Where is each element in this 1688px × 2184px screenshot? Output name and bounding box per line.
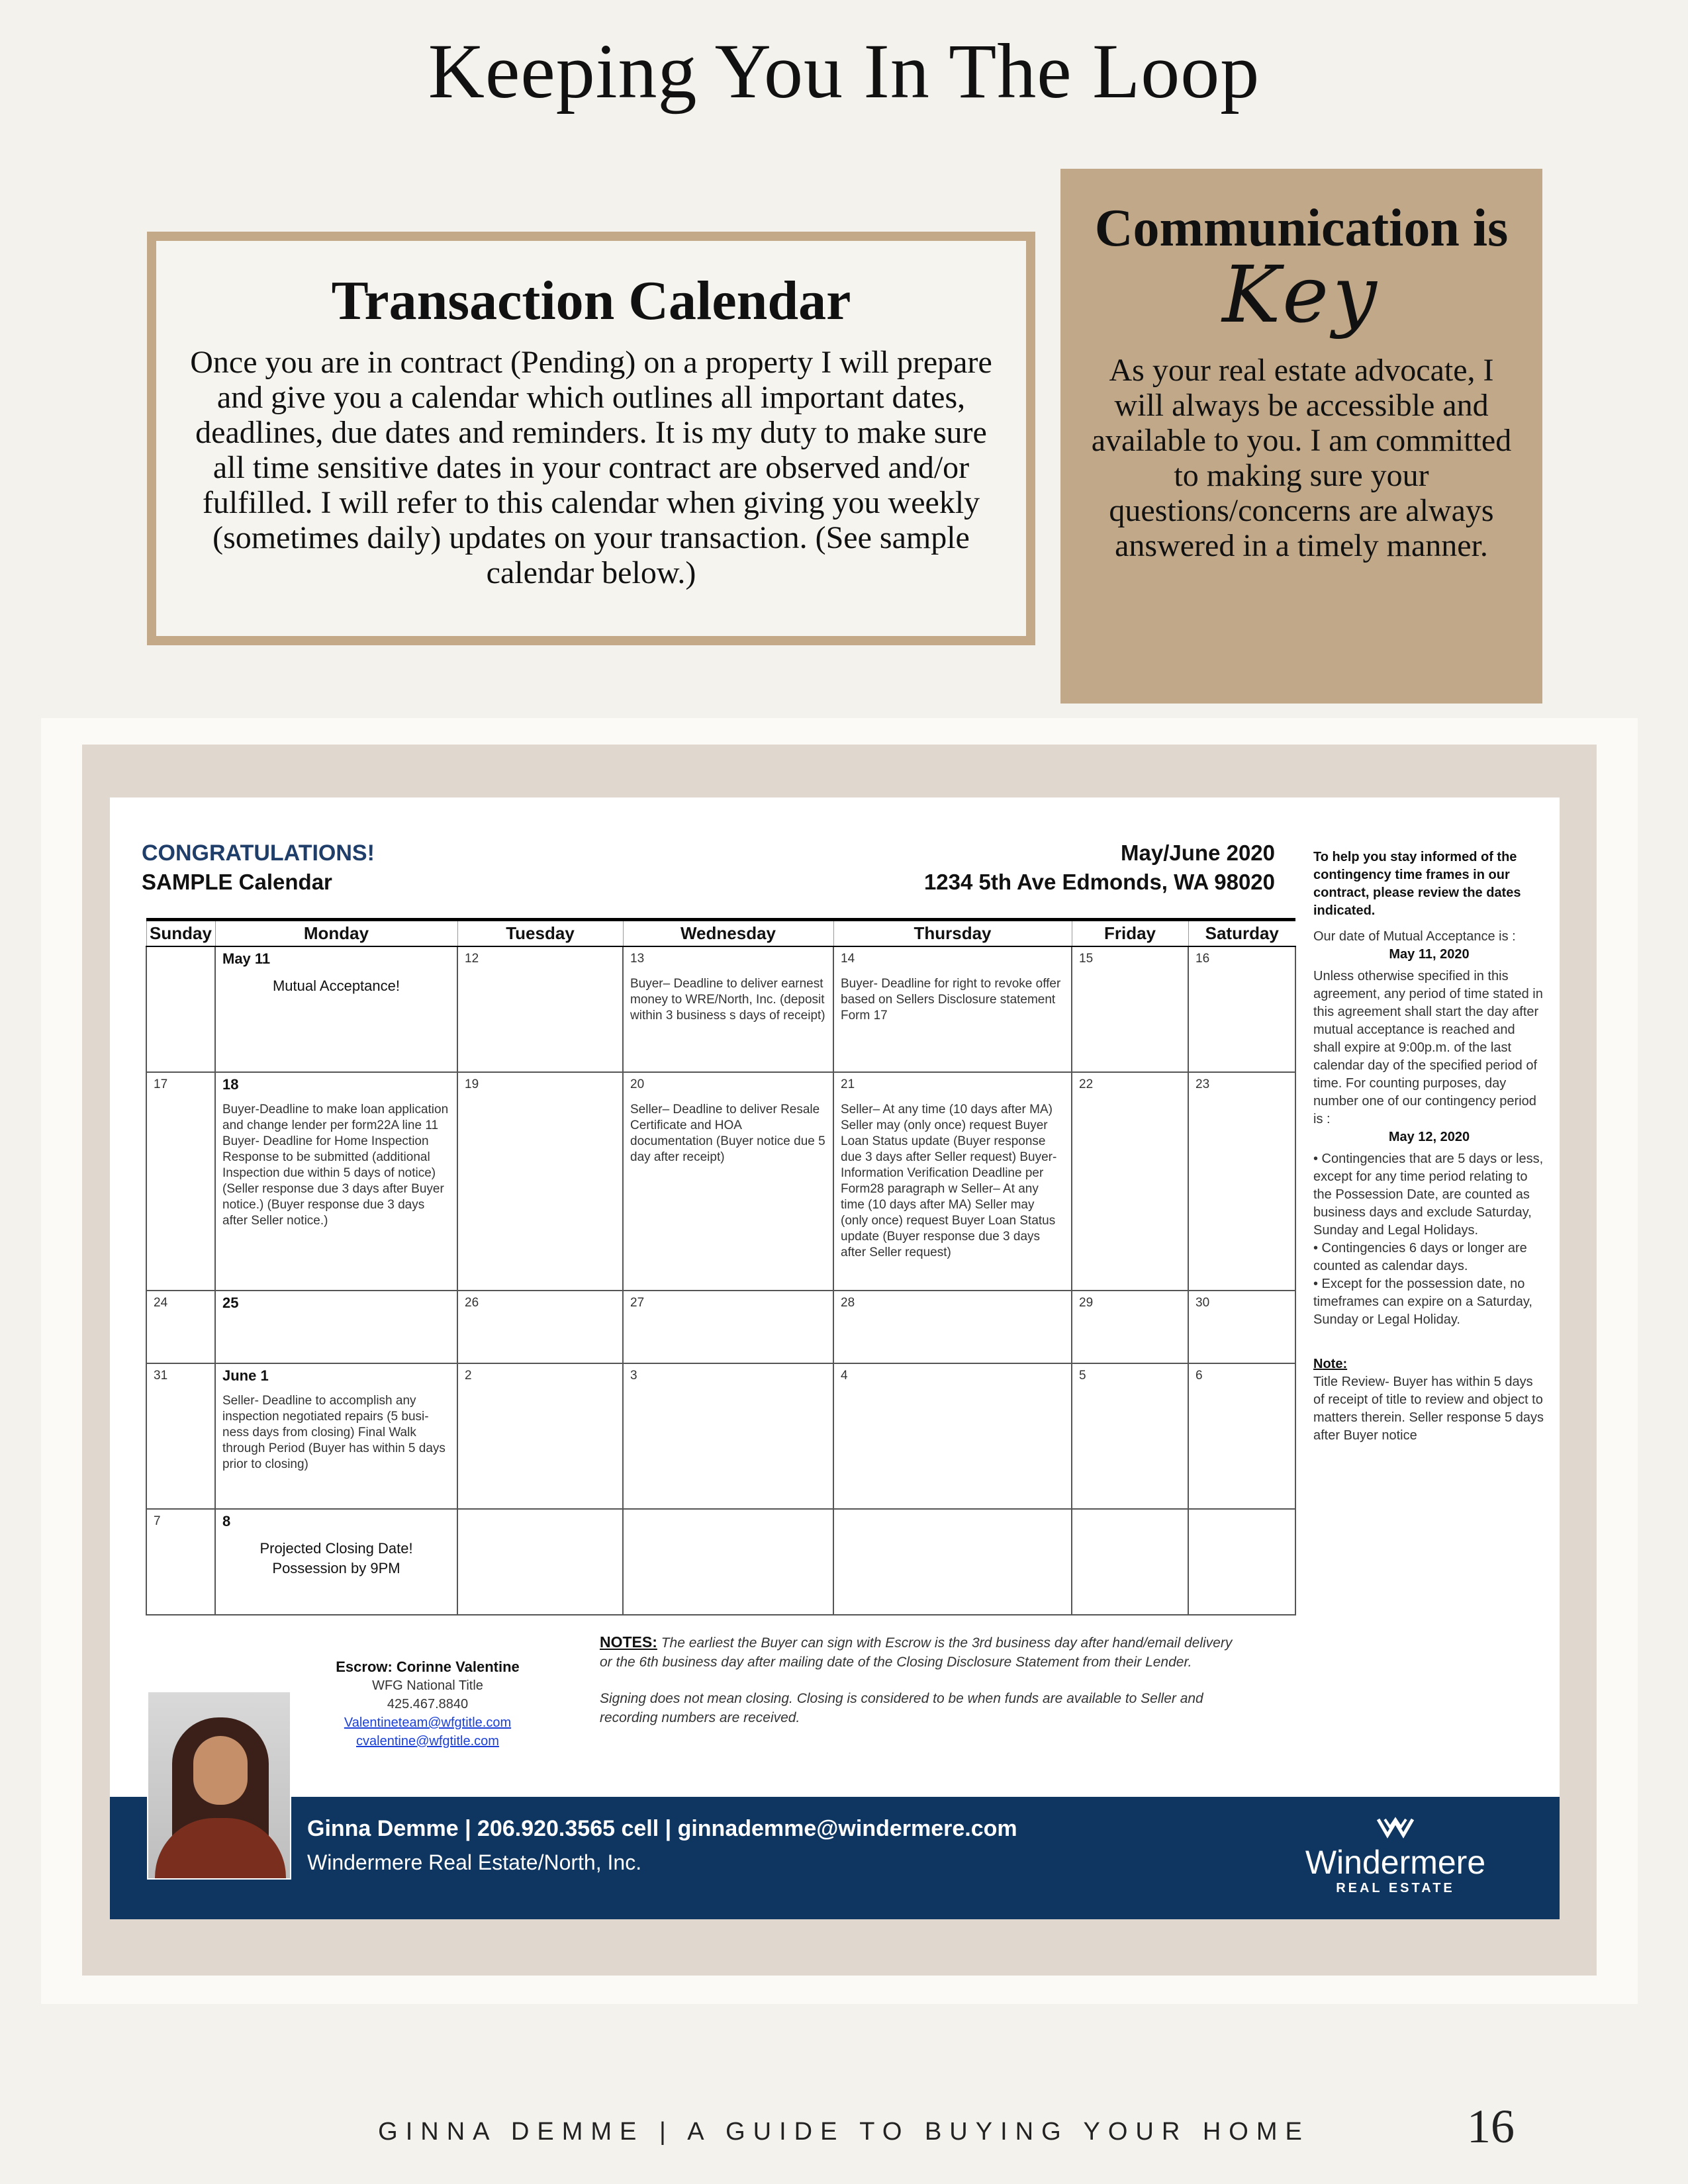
- calendar-day-cell: [457, 1509, 623, 1615]
- side-day1: May 12, 2020: [1388, 1130, 1470, 1144]
- day-number: 21: [841, 1077, 855, 1091]
- day-header-thursday: Thursday: [833, 920, 1072, 946]
- windermere-name: Windermere: [1305, 1844, 1486, 1881]
- calendar-day-cell: [833, 1363, 1072, 1509]
- day-event-text: Seller– Deadline to deliver Resale Certificate and HOA documentation (Buyer notice due 5 day after receipt): [630, 1102, 825, 1164]
- day-header-saturday: Saturday: [1188, 920, 1295, 946]
- calendar-day-cell: [1188, 946, 1295, 1072]
- calendar-day-cell: [833, 1509, 1072, 1615]
- calendar-sheet: [110, 797, 1560, 1916]
- day-number: 5: [1079, 1368, 1086, 1383]
- windermere-mark-icon: [1296, 1815, 1495, 1844]
- calendar-day-cell: [457, 1072, 623, 1291]
- calendar-day-cell: [1072, 1363, 1188, 1509]
- property-address: 1234 5th Ave Edmonds, WA 98020: [923, 870, 1275, 894]
- day-number: 8: [222, 1512, 231, 1529]
- day-number: 6: [1196, 1368, 1203, 1383]
- calendar-day-cell: [623, 946, 833, 1072]
- notes-text-2: Signing does not mean closing. Closing is considered to be when funds are available to Seller and recording numbers are received.: [600, 1691, 1203, 1725]
- communication-text: As your real estate advocate, I will always be accessible and available to you. I am committed to making sure your questions/concerns are always answered in a timely manner.: [1091, 353, 1512, 563]
- transaction-calendar-text: Once you are in contract (Pending) on a property I will prepare and give you a calendar which outlines all important dates, deadlines, due dates and reminders. It is my duty to make sure all time sensitive dates in your contract are observed and/or fulfilled. I will refer to this calendar when giving you weekly (sometimes daily) updates on your transaction. (See sample calendar below.): [190, 345, 992, 590]
- day-event-text: Buyer– Deadline to deliver earnest money to WRE/North, Inc. (deposit within 3 business s days of receipt): [630, 976, 825, 1023]
- calendar-day-cell: [623, 1072, 833, 1291]
- side-bullet-3: • Except for the possession date, no timeframes can expire on a Saturday, Sunday or Legal Holiday.: [1313, 1277, 1532, 1327]
- side-note-text: Title Review- Buyer has within 5 days of receipt of title to review and object to matters therein. Seller response 5 days after Buyer notice: [1313, 1375, 1544, 1443]
- day-event-text: Seller– At any time (10 days after MA) Seller may (only once) request Buyer Loan Status update (Buyer response due 3 days after Seller request) Buyer- Information Verification Deadline per Form28 paragraph w Seller– At any time (10 days after MA) Seller may (only once) request Buyer Loan Status update (Buyer response due 3 days after Seller request): [841, 1102, 1057, 1259]
- calendar-week-row: [146, 1291, 1295, 1363]
- side-rule: Unless otherwise specified in this agreement, any period of time stated in this agreement shall start the day after mutual acceptance is reached and shall expire at 9:00p.m. of the last calendar day of the specified period of time. For counting purposes, day number one of our contingency period is :: [1313, 969, 1543, 1126]
- calendar-day-cell: [1072, 1509, 1188, 1615]
- calendar-header-left: [142, 839, 375, 897]
- day-number: 31: [154, 1368, 168, 1383]
- calendar-day-cell: [833, 1072, 1072, 1291]
- day-header-monday: Monday: [215, 920, 457, 946]
- escrow-contact: [315, 1658, 540, 1751]
- calendar-day-cell: [1188, 1291, 1295, 1363]
- agent-info: [307, 1811, 1017, 1879]
- day-header-friday: Friday: [1072, 920, 1188, 946]
- day-number: 17: [154, 1077, 168, 1091]
- calendar-day-cell: [623, 1509, 833, 1615]
- calendar-day-cell: [1188, 1072, 1295, 1291]
- side-intro: To help you stay informed of the contingency time frames in our contract, please review the dates indicated.: [1313, 850, 1521, 918]
- communication-box: [1060, 169, 1542, 704]
- calendar-month: May/June 2020: [1121, 841, 1275, 865]
- calendar-grid: [146, 918, 1296, 1615]
- side-bullet-1: • Contingencies that are 5 days or less, except for any time period relating to the Possession Date, are counted as business days and exclude Saturday, Sunday and Legal Holidays.: [1313, 1152, 1544, 1238]
- transaction-calendar-box: [147, 232, 1035, 645]
- calendar-day-cell: [215, 1509, 457, 1615]
- side-ma-date: May 11, 2020: [1389, 947, 1470, 962]
- communication-heading: Communication is: [1094, 199, 1509, 257]
- day-header-sunday: Sunday: [146, 920, 215, 946]
- day-number: 2: [465, 1368, 472, 1383]
- agent-brokerage: Windermere Real Estate/North, Inc.: [307, 1850, 642, 1874]
- contingency-info: [1313, 848, 1545, 1445]
- day-number: 15: [1079, 951, 1094, 966]
- calendar-day-cell: [1072, 1072, 1188, 1291]
- sample-calendar-image: [41, 718, 1638, 2004]
- notes-label: NOTES:: [600, 1633, 657, 1651]
- day-number: 26: [465, 1295, 479, 1310]
- calendar-day-cell: [215, 1291, 457, 1363]
- key-script-word: Key: [1222, 249, 1381, 340]
- day-number: 12: [465, 951, 479, 966]
- escrow-name: Escrow: Corinne Valentine: [336, 1659, 520, 1675]
- transaction-calendar-heading: Transaction Calendar: [331, 270, 851, 332]
- calendar-day-cell: [146, 1363, 215, 1509]
- day-header-tuesday: Tuesday: [457, 920, 623, 946]
- day-number: 4: [841, 1368, 848, 1383]
- day-number: 30: [1196, 1295, 1210, 1310]
- agent-contact-line: Ginna Demme | 206.920.3565 cell | ginnademme@windermere.com: [307, 1816, 1017, 1841]
- calendar-week-row: [146, 1072, 1295, 1291]
- day-number: 19: [465, 1077, 479, 1091]
- calendar-week-row: [146, 1509, 1295, 1615]
- windermere-subtitle: REAL ESTATE: [1336, 1881, 1455, 1895]
- side-ma-label: Our date of Mutual Acceptance is :: [1313, 929, 1516, 944]
- calendar-day-cell: [146, 946, 215, 1072]
- calendar-day-cell: [1072, 946, 1188, 1072]
- day-number: 27: [630, 1295, 645, 1310]
- agent-photo: [147, 1691, 291, 1880]
- day-number: May 11: [222, 950, 271, 967]
- day-number: 22: [1079, 1077, 1094, 1091]
- day-number: 25: [222, 1294, 239, 1311]
- calendar-header-right: [924, 839, 1275, 897]
- page-title: Keeping You In The Loop: [428, 28, 1260, 114]
- day-number: 14: [841, 951, 855, 966]
- day-number: 3: [630, 1368, 637, 1383]
- sample-calendar-label: SAMPLE Calendar: [142, 870, 332, 894]
- calendar-day-cell: [1072, 1291, 1188, 1363]
- calendar-day-cell: [833, 1291, 1072, 1363]
- calendar-week-row: [146, 946, 1295, 1072]
- side-note-label: Note:: [1313, 1357, 1348, 1371]
- calendar-day-cell: [1188, 1363, 1295, 1509]
- calendar-day-cell: [833, 946, 1072, 1072]
- escrow-company: WFG National Title: [372, 1678, 483, 1693]
- day-number: June 1: [222, 1367, 269, 1384]
- calendar-day-cell: [457, 946, 623, 1072]
- calendar-day-cell: [146, 1291, 215, 1363]
- day-event-text: Buyer-Deadline to make loan application and change lender per form22A line 11 Buyer- Deadline for Home Inspection Response to be submitted (additional Inspection due within 5 days of notice) (Seller response due 3 days after Buyer notice.) (Buyer response due 3 days after Seller notice.): [222, 1102, 449, 1228]
- calendar-day-cell: [215, 1363, 457, 1509]
- side-bullet-2: • Contingencies 6 days or longer are counted as calendar days.: [1313, 1241, 1527, 1273]
- calendar-day-cell: [457, 1363, 623, 1509]
- calendar-day-cell: [1188, 1509, 1295, 1615]
- day-number: 7: [154, 1514, 161, 1528]
- day-number: 23: [1196, 1077, 1210, 1091]
- day-number: 18: [222, 1075, 239, 1093]
- day-event-text: Mutual Acceptance!: [272, 977, 400, 994]
- calendar-day-cell: [146, 1072, 215, 1291]
- calendar-notes: [600, 1633, 1235, 1727]
- page-number: 16: [1467, 2100, 1515, 2153]
- day-number: 24: [154, 1295, 168, 1310]
- calendar-day-cell: [623, 1363, 833, 1509]
- escrow-email-link-1[interactable]: Valentineteam@wfgtitle.com: [344, 1715, 512, 1730]
- congratulations-label: CONGRATULATIONS!: [142, 841, 375, 866]
- calendar-day-cell: [457, 1291, 623, 1363]
- day-header-wednesday: Wednesday: [623, 920, 833, 946]
- day-number: 28: [841, 1295, 855, 1310]
- calendar-day-cell: [623, 1291, 833, 1363]
- day-event-text: Seller- Deadline to accomplish any inspection negotiated repairs (5 busi-ness days from closing) Final Walk through Period (Buyer has within 5 days prior to closing): [222, 1393, 445, 1471]
- calendar-day-cell: [146, 1509, 215, 1615]
- calendar-day-cell: [215, 946, 457, 1072]
- escrow-email-link-2[interactable]: cvalentine@wfgtitle.com: [356, 1734, 499, 1749]
- calendar-frame: [82, 745, 1597, 1976]
- page-footer: GINNA DEMME | A GUIDE TO BUYING YOUR HOME: [378, 2118, 1310, 2146]
- notes-text-1: The earliest the Buyer can sign with Escrow is the 3rd business day after hand/email delivery or the 6th business day after mailing date of the Closing Disclosure Statement from their Lender.: [600, 1635, 1233, 1670]
- windermere-logo: [1296, 1815, 1495, 1896]
- day-event-text: Buyer- Deadline for right to revoke offer based on Sellers Disclosure statement Form 17: [841, 976, 1061, 1023]
- calendar-day-cell: [215, 1072, 457, 1291]
- calendar-week-row: [146, 1363, 1295, 1509]
- day-event-text: Projected Closing Date! Possession by 9PM: [259, 1539, 413, 1576]
- escrow-phone: 425.467.8840: [387, 1697, 469, 1711]
- day-number: 16: [1196, 951, 1210, 966]
- day-number: 13: [630, 951, 645, 966]
- day-number: 29: [1079, 1295, 1094, 1310]
- day-number: 20: [630, 1077, 645, 1091]
